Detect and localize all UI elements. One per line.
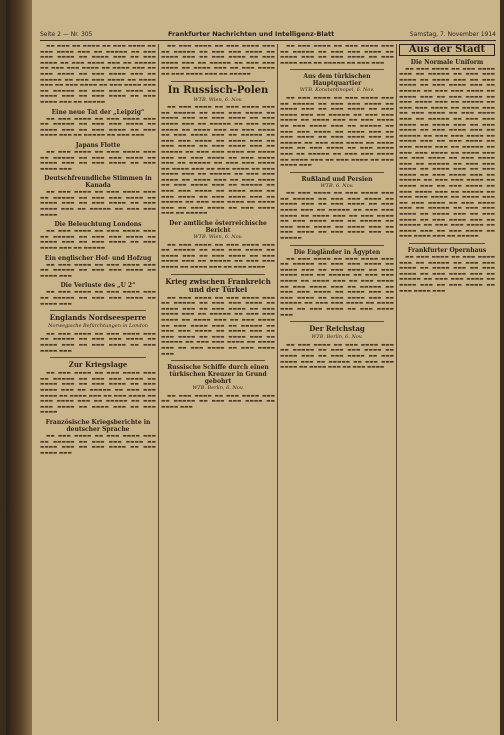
article-subheading: Norwegische Befürchtungen in London	[48, 323, 148, 330]
body-text: ▬▬ ▬▬▬ ▬▬▬▬ ▬▬ ▬▬▬ ▬▬▬▬ ▬▬▬ ▬▬ ▬▬▬▬▬ ▬▬ ▬▬▬ ▬▬▬ ▬▬▬▬ ▬▬ ▬▬▬▬ ▬▬▬ ▬▬ ▬▬▬ ▬▬▬▬ ▬▬ ▬▬▬ ▬▬▬▬ ▬▬▬ ▬▬ ▬▬▬▬▬ ▬▬ ▬▬▬ ▬▬▬ ▬▬▬▬ ▬▬ ▬▬▬▬ ▬▬▬ ▬▬ ▬▬▬ ▬▬▬▬ ▬▬ ▬▬▬ ▬▬▬▬ ▬▬▬ ▬▬ ▬▬▬▬▬ ▬▬ ▬▬▬ ▬▬▬ ▬▬▬▬ ▬▬ ▬▬▬▬ ▬▬▬ ▬▬ ▬▬▬ ▬▬▬▬	[40, 371, 156, 416]
divider	[290, 69, 384, 70]
divider	[171, 360, 265, 361]
body-text: ▬▬ ▬▬▬ ▬▬▬▬ ▬▬ ▬▬▬ ▬▬▬▬ ▬▬▬ ▬▬ ▬▬▬▬▬ ▬▬ ▬▬▬ ▬▬▬ ▬▬▬▬ ▬▬ ▬▬▬▬ ▬▬▬ ▬▬ ▬▬▬ ▬▬▬▬ ▬▬ ▬▬▬ ▬▬▬▬ ▬▬▬	[40, 433, 156, 456]
article-heading: Die Beleuchtung Londons	[54, 221, 142, 229]
article-heading: Ein englischer Hof- und Hofzug	[44, 254, 152, 262]
divider	[290, 321, 384, 322]
body-text: ▬▬ ▬▬▬ ▬▬ ▬▬▬▬ ▬▬ ▬▬▬ ▬▬▬▬ ▬▬ ▬▬▬ ▬▬▬▬ ▬▬▬ ▬▬ ▬▬▬▬▬ ▬▬ ▬▬▬ ▬▬▬ ▬▬▬▬ ▬▬ ▬▬▬▬ ▬▬▬ ▬▬ ▬▬▬ ▬▬▬▬ ▬▬ ▬▬▬ ▬▬▬▬ ▬▬▬ ▬▬ ▬▬▬▬▬ ▬▬ ▬▬▬ ▬▬▬ ▬▬▬▬ ▬▬ ▬▬▬▬ ▬▬▬ ▬▬ ▬▬▬ ▬▬▬▬ ▬▬ ▬▬▬ ▬▬▬▬ ▬▬▬ ▬▬ ▬▬▬▬▬ ▬▬ ▬▬▬ ▬▬▬ ▬▬▬▬ ▬▬ ▬▬▬▬ ▬▬▬ ▬▬ ▬▬▬ ▬▬▬▬ ▬▬ ▬▬▬ ▬▬▬▬ ▬▬▬ ▬▬ ▬▬▬▬▬ ▬▬ ▬▬▬ ▬▬▬ ▬▬▬▬ ▬▬ ▬▬▬▬ ▬▬▬ ▬▬ ▬▬▬ ▬▬▬▬ ▬▬ ▬▬▬ ▬▬▬▬ ▬▬▬ ▬▬ ▬▬▬▬▬	[40, 44, 156, 105]
column-rule	[158, 44, 159, 721]
article-heading: Die Verluste des „U 2“	[60, 282, 136, 290]
article-heading: Frankfurter Opernhaus	[407, 247, 487, 254]
article-heading: Russische Schiffe durch einen türkischen Kreuzer in Grund gebohrt	[167, 364, 269, 386]
body-text: ▬▬ ▬▬▬ ▬▬▬▬ ▬▬ ▬▬▬ ▬▬▬▬ ▬▬▬ ▬▬ ▬▬▬▬▬ ▬▬ ▬▬▬ ▬▬▬ ▬▬▬▬ ▬▬ ▬▬▬▬ ▬▬▬ ▬▬ ▬▬▬ ▬▬▬▬ ▬▬ ▬▬▬ ▬▬▬▬ ▬▬▬ ▬▬ ▬▬▬▬▬ ▬▬ ▬▬▬ ▬▬▬ ▬▬▬▬ ▬▬ ▬▬▬▬ ▬▬▬ ▬▬ ▬▬▬ ▬▬▬▬ ▬▬ ▬▬▬ ▬▬▬▬ ▬▬▬ ▬▬ ▬▬▬▬▬	[161, 44, 275, 77]
body-text: ▬▬ ▬▬▬ ▬▬▬▬ ▬▬ ▬▬▬ ▬▬▬▬ ▬▬▬ ▬▬ ▬▬▬▬▬ ▬▬ ▬▬▬ ▬▬▬ ▬▬▬▬ ▬▬ ▬▬▬▬ ▬▬▬ ▬▬ ▬▬▬ ▬▬▬▬ ▬▬ ▬▬▬ ▬▬▬▬ ▬▬▬ ▬▬ ▬▬▬▬▬ ▬▬ ▬▬▬ ▬▬▬ ▬▬▬▬ ▬▬ ▬▬▬▬ ▬▬▬ ▬▬ ▬▬▬ ▬▬▬▬ ▬▬ ▬▬▬ ▬▬▬▬ ▬▬▬ ▬▬ ▬▬▬▬▬ ▬▬ ▬▬▬ ▬▬▬ ▬▬▬▬ ▬▬ ▬▬▬▬ ▬▬▬ ▬▬ ▬▬▬ ▬▬▬▬ ▬▬ ▬▬▬ ▬▬▬▬ ▬▬▬ ▬▬ ▬▬▬▬▬ ▬▬ ▬▬▬ ▬▬▬ ▬▬▬▬ ▬▬ ▬▬▬▬ ▬▬▬ ▬▬ ▬▬▬ ▬▬▬▬ ▬▬ ▬▬▬ ▬▬▬▬ ▬▬▬ ▬▬ ▬▬▬▬▬ ▬▬ ▬▬▬ ▬▬▬ ▬▬▬▬ ▬▬ ▬▬▬▬ ▬▬▬ ▬▬ ▬▬▬ ▬▬▬▬ ▬▬ ▬▬▬ ▬▬▬▬ ▬▬▬	[280, 95, 394, 169]
header-title: Frankfurter Nachrichten und Intelligenz-Blatt	[168, 30, 335, 38]
body-text: ▬▬ ▬▬▬ ▬▬▬▬ ▬▬ ▬▬▬ ▬▬▬▬ ▬▬▬ ▬▬ ▬▬▬▬▬ ▬▬ ▬▬▬ ▬▬▬ ▬▬▬▬ ▬▬ ▬▬▬▬ ▬▬▬ ▬▬ ▬▬▬ ▬▬▬▬ ▬▬ ▬▬▬ ▬▬▬▬ ▬▬▬ ▬▬ ▬▬▬▬▬	[40, 229, 156, 252]
dateline: WTB. Wien, 6. Nov.	[193, 234, 243, 241]
header-date: Samstag, 7. November 1914	[409, 30, 496, 38]
column-rule	[277, 44, 278, 721]
dateline: WTB. Wien, 6. Nov.	[193, 96, 243, 103]
divider	[171, 81, 265, 82]
body-text: ▬▬ ▬▬▬ ▬▬▬▬ ▬▬ ▬▬▬ ▬▬▬▬ ▬▬▬ ▬▬ ▬▬▬▬▬ ▬▬ ▬▬▬ ▬▬▬ ▬▬▬▬ ▬▬ ▬▬▬▬ ▬▬▬ ▬▬ ▬▬▬ ▬▬▬▬ ▬▬ ▬▬▬ ▬▬▬▬ ▬▬▬ ▬▬ ▬▬▬▬▬ ▬▬ ▬▬▬ ▬▬▬ ▬▬▬▬ ▬▬ ▬▬▬▬ ▬▬▬ ▬▬ ▬▬▬ ▬▬▬▬ ▬▬ ▬▬▬ ▬▬▬▬ ▬▬▬	[399, 255, 495, 294]
dateline: WTB. Berlin, 6. Nov.	[192, 385, 244, 392]
section-title-box: Aus der Stadt	[399, 44, 495, 56]
body-text: ▬▬ ▬▬▬ ▬▬▬▬ ▬▬ ▬▬▬ ▬▬▬▬ ▬▬▬ ▬▬ ▬▬▬▬▬ ▬▬ ▬▬▬ ▬▬▬ ▬▬▬▬ ▬▬ ▬▬▬▬ ▬▬▬ ▬▬ ▬▬▬ ▬▬▬▬ ▬▬ ▬▬▬ ▬▬▬▬ ▬▬▬ ▬▬ ▬▬▬▬▬ ▬▬ ▬▬▬ ▬▬▬	[280, 44, 394, 66]
body-text: ▬▬ ▬▬▬ ▬▬▬▬ ▬▬ ▬▬▬ ▬▬▬▬ ▬▬▬ ▬▬ ▬▬▬▬▬ ▬▬ ▬▬▬ ▬▬▬ ▬▬▬▬ ▬▬ ▬▬▬▬ ▬▬▬ ▬▬ ▬▬▬ ▬▬▬▬ ▬▬ ▬▬▬ ▬▬▬▬ ▬▬▬ ▬▬ ▬▬▬▬▬ ▬▬ ▬▬▬ ▬▬▬ ▬▬▬▬ ▬▬ ▬▬▬▬ ▬▬▬ ▬▬ ▬▬▬ ▬▬▬▬ ▬▬ ▬▬▬ ▬▬▬▬ ▬▬▬ ▬▬ ▬▬▬▬▬ ▬▬ ▬▬▬ ▬▬▬ ▬▬▬▬ ▬▬ ▬▬▬▬ ▬▬▬ ▬▬ ▬▬▬ ▬▬▬▬ ▬▬ ▬▬▬ ▬▬▬▬ ▬▬▬ ▬▬ ▬▬▬▬▬ ▬▬ ▬▬▬ ▬▬▬ ▬▬▬▬ ▬▬ ▬▬▬▬ ▬▬▬ ▬▬ ▬▬▬ ▬▬▬▬ ▬▬ ▬▬▬ ▬▬▬▬ ▬▬▬ ▬▬ ▬▬▬▬▬ ▬▬ ▬▬▬ ▬▬▬ ▬▬▬▬ ▬▬ ▬▬▬▬ ▬▬▬ ▬▬ ▬▬▬ ▬▬▬▬ ▬▬ ▬▬▬ ▬▬▬▬ ▬▬▬ ▬▬ ▬▬▬▬▬ ▬▬ ▬▬▬ ▬▬▬ ▬▬▬▬ ▬▬ ▬▬▬▬ ▬▬▬ ▬▬ ▬▬▬ ▬▬▬▬ ▬▬ ▬▬▬ ▬▬▬▬ ▬▬▬ ▬▬ ▬▬▬▬▬ ▬▬ ▬▬▬ ▬▬▬ ▬▬▬▬ ▬▬ ▬▬▬▬ ▬▬▬ ▬▬ ▬▬▬ ▬▬▬▬ ▬▬ ▬▬▬ ▬▬▬▬ ▬▬▬ ▬▬ ▬▬▬▬▬ ▬▬ ▬▬▬ ▬▬▬ ▬▬▬▬ ▬▬ ▬▬▬▬ ▬▬▬ ▬▬ ▬▬▬ ▬▬▬▬ ▬▬ ▬▬▬ ▬▬▬▬ ▬▬▬ ▬▬ ▬▬▬▬▬ ▬▬ ▬▬▬ ▬▬▬ ▬▬▬▬ ▬▬ ▬▬▬▬ ▬▬▬ ▬▬ ▬▬▬ ▬▬▬▬ ▬▬ ▬▬▬ ▬▬▬▬ ▬▬▬ ▬▬ ▬▬▬▬▬ ▬▬ ▬▬▬ ▬▬▬ ▬▬▬▬ ▬▬ ▬▬▬▬ ▬▬▬ ▬▬ ▬▬▬ ▬▬▬▬ ▬▬ ▬▬▬ ▬▬▬▬ ▬▬▬ ▬▬ ▬▬▬▬▬ ▬▬ ▬▬▬ ▬▬▬ ▬▬▬▬ ▬▬ ▬▬▬▬ ▬▬▬ ▬▬ ▬▬▬ ▬▬▬▬ ▬▬ ▬▬▬ ▬▬▬▬ ▬▬▬ ▬▬ ▬▬▬▬▬	[399, 66, 495, 240]
newspaper-page	[6, 0, 500, 735]
divider	[290, 245, 384, 246]
article-heading: In Russisch-Polen	[167, 84, 269, 96]
article-heading: Aus dem türkischen Hauptquartier	[303, 73, 371, 88]
article-heading: Zur Kriegslage	[68, 360, 128, 370]
article-heading: Die Engländer in Ägypten	[293, 248, 381, 256]
divider	[409, 243, 485, 244]
column-rule	[396, 44, 397, 721]
body-text: ▬▬ ▬▬▬ ▬▬▬▬ ▬▬ ▬▬▬ ▬▬▬▬ ▬▬▬ ▬▬ ▬▬▬▬▬ ▬▬ ▬▬▬ ▬▬▬ ▬▬▬▬ ▬▬ ▬▬▬▬ ▬▬▬ ▬▬ ▬▬▬ ▬▬▬▬ ▬▬ ▬▬▬ ▬▬▬▬ ▬▬▬ ▬▬ ▬▬▬▬▬ ▬▬ ▬▬▬ ▬▬▬ ▬▬▬▬ ▬▬ ▬▬▬▬ ▬▬▬ ▬▬ ▬▬▬ ▬▬▬▬	[280, 342, 394, 371]
column-3	[280, 44, 394, 721]
article-heading: Japans Flotte	[75, 141, 121, 149]
article-heading: Die Normale Uniform	[410, 58, 484, 66]
dateline: WTB. 6. Nov.	[320, 182, 354, 189]
body-text: ▬▬ ▬▬▬ ▬▬▬▬ ▬▬ ▬▬▬ ▬▬▬▬ ▬▬▬ ▬▬ ▬▬▬▬▬ ▬▬ ▬▬▬ ▬▬▬ ▬▬▬▬ ▬▬ ▬▬▬▬ ▬▬▬ ▬▬ ▬▬▬ ▬▬▬▬ ▬▬ ▬▬▬ ▬▬▬▬ ▬▬▬	[40, 149, 156, 172]
book-gutter	[6, 0, 32, 735]
header-left: Seite 2 — Nr. 305	[40, 30, 93, 38]
body-text: ▬▬ ▬▬▬ ▬▬▬▬ ▬▬ ▬▬▬ ▬▬▬▬ ▬▬▬ ▬▬ ▬▬▬▬▬ ▬▬ ▬▬▬ ▬▬▬ ▬▬▬▬ ▬▬ ▬▬▬▬ ▬▬▬ ▬▬ ▬▬▬ ▬▬▬▬ ▬▬ ▬▬▬ ▬▬▬▬ ▬▬▬ ▬▬ ▬▬▬▬▬ ▬▬ ▬▬▬ ▬▬▬	[40, 116, 156, 139]
body-text: ▬▬ ▬▬▬ ▬▬▬▬ ▬▬ ▬▬▬ ▬▬▬▬ ▬▬▬ ▬▬ ▬▬▬▬▬ ▬▬ ▬▬▬ ▬▬▬ ▬▬▬▬ ▬▬ ▬▬▬▬ ▬▬▬ ▬▬ ▬▬▬ ▬▬▬▬ ▬▬ ▬▬▬ ▬▬▬▬ ▬▬▬ ▬▬ ▬▬▬▬▬ ▬▬ ▬▬▬ ▬▬▬ ▬▬▬▬ ▬▬ ▬▬▬▬ ▬▬▬ ▬▬ ▬▬▬ ▬▬▬▬ ▬▬ ▬▬▬ ▬▬▬▬ ▬▬▬ ▬▬ ▬▬▬▬▬ ▬▬ ▬▬▬ ▬▬▬ ▬▬▬▬ ▬▬ ▬▬▬▬ ▬▬▬ ▬▬ ▬▬▬ ▬▬▬▬ ▬▬ ▬▬▬ ▬▬▬▬ ▬▬▬ ▬▬ ▬▬▬▬▬ ▬▬ ▬▬▬ ▬▬▬ ▬▬▬▬ ▬▬ ▬▬▬▬ ▬▬▬ ▬▬ ▬▬▬ ▬▬▬▬ ▬▬ ▬▬▬ ▬▬▬▬ ▬▬▬ ▬▬ ▬▬▬▬▬ ▬▬ ▬▬▬ ▬▬▬ ▬▬▬▬ ▬▬ ▬▬▬▬ ▬▬▬ ▬▬ ▬▬▬ ▬▬▬▬ ▬▬ ▬▬▬ ▬▬▬▬ ▬▬▬ ▬▬ ▬▬▬▬▬ ▬▬ ▬▬▬ ▬▬▬ ▬▬▬▬ ▬▬ ▬▬▬▬ ▬▬▬ ▬▬ ▬▬▬ ▬▬▬▬ ▬▬ ▬▬▬ ▬▬▬▬ ▬▬▬ ▬▬ ▬▬▬▬▬ ▬▬ ▬▬▬ ▬▬▬ ▬▬▬▬ ▬▬ ▬▬▬▬ ▬▬▬ ▬▬ ▬▬▬ ▬▬▬▬ ▬▬ ▬▬▬ ▬▬▬▬ ▬▬▬ ▬▬ ▬▬▬▬▬ ▬▬ ▬▬▬ ▬▬▬ ▬▬▬▬ ▬▬ ▬▬▬▬ ▬▬▬ ▬▬ ▬▬▬ ▬▬▬▬ ▬▬ ▬▬▬ ▬▬▬▬ ▬▬▬ ▬▬ ▬▬▬▬▬	[161, 105, 275, 217]
dateline: WTB. Konstantinopel, 6. Nov.	[299, 87, 375, 94]
article-heading: Der Reichstag	[309, 324, 365, 334]
column-4	[399, 44, 495, 721]
page-header	[40, 28, 496, 41]
divider	[50, 310, 146, 311]
article-heading: Krieg zwischen Frankreich und der Türkei	[165, 276, 271, 294]
column-1	[40, 44, 156, 721]
article-heading: Der amtliche österreichische Bericht	[169, 220, 267, 235]
divider	[171, 274, 265, 275]
body-text: ▬▬ ▬▬▬ ▬▬▬▬ ▬▬ ▬▬▬ ▬▬▬▬ ▬▬▬ ▬▬ ▬▬▬▬▬ ▬▬ ▬▬▬ ▬▬▬ ▬▬▬▬ ▬▬ ▬▬▬▬ ▬▬▬ ▬▬ ▬▬▬ ▬▬▬▬ ▬▬ ▬▬▬ ▬▬▬▬ ▬▬▬ ▬▬ ▬▬▬▬▬ ▬▬ ▬▬▬ ▬▬▬ ▬▬▬▬	[40, 190, 156, 218]
body-text: ▬▬ ▬▬▬ ▬▬▬▬ ▬▬ ▬▬▬ ▬▬▬▬ ▬▬▬ ▬▬ ▬▬▬▬▬ ▬▬ ▬▬▬ ▬▬▬ ▬▬▬▬ ▬▬ ▬▬▬▬ ▬▬▬	[40, 290, 156, 307]
body-text: ▬▬ ▬▬▬ ▬▬▬▬ ▬▬ ▬▬▬ ▬▬▬▬ ▬▬▬ ▬▬ ▬▬▬▬▬ ▬▬ ▬▬▬ ▬▬▬ ▬▬▬▬ ▬▬ ▬▬▬▬ ▬▬▬ ▬▬ ▬▬▬ ▬▬▬▬ ▬▬ ▬▬▬ ▬▬▬▬ ▬▬▬ ▬▬ ▬▬▬▬▬ ▬▬ ▬▬▬ ▬▬▬ ▬▬▬▬ ▬▬ ▬▬▬▬ ▬▬▬ ▬▬ ▬▬▬ ▬▬▬▬	[161, 242, 275, 270]
article-heading: Englands Nordseesperre	[49, 313, 147, 323]
divider	[290, 172, 384, 173]
divider	[50, 357, 146, 358]
article-heading: Deutschfreundliche Stimmen in Kanada	[44, 175, 152, 190]
body-text: ▬▬ ▬▬▬ ▬▬▬▬ ▬▬ ▬▬▬ ▬▬▬▬ ▬▬▬ ▬▬ ▬▬▬▬▬ ▬▬ ▬▬▬ ▬▬▬ ▬▬▬▬ ▬▬ ▬▬▬▬ ▬▬▬ ▬▬ ▬▬▬ ▬▬▬▬ ▬▬ ▬▬▬ ▬▬▬▬ ▬▬▬ ▬▬ ▬▬▬▬▬ ▬▬ ▬▬▬ ▬▬▬ ▬▬▬▬ ▬▬ ▬▬▬▬ ▬▬▬ ▬▬ ▬▬▬ ▬▬▬▬ ▬▬ ▬▬▬ ▬▬▬▬ ▬▬▬ ▬▬ ▬▬▬▬▬ ▬▬ ▬▬▬ ▬▬▬ ▬▬▬▬ ▬▬ ▬▬▬▬ ▬▬▬ ▬▬ ▬▬▬ ▬▬▬▬ ▬▬ ▬▬▬ ▬▬▬▬ ▬▬▬ ▬▬ ▬▬▬▬▬	[280, 191, 394, 242]
article-heading: Rußland und Persien	[301, 175, 373, 183]
body-text: ▬▬ ▬▬▬ ▬▬▬▬ ▬▬ ▬▬▬ ▬▬▬▬ ▬▬▬ ▬▬ ▬▬▬▬▬ ▬▬ ▬▬▬ ▬▬▬ ▬▬▬▬ ▬▬ ▬▬▬▬ ▬▬▬ ▬▬ ▬▬▬ ▬▬▬▬ ▬▬ ▬▬▬ ▬▬▬▬ ▬▬▬	[40, 331, 156, 354]
body-text: ▬▬ ▬▬▬ ▬▬▬▬ ▬▬ ▬▬▬ ▬▬▬▬ ▬▬▬ ▬▬ ▬▬▬▬▬ ▬▬ ▬▬▬ ▬▬▬ ▬▬▬▬ ▬▬ ▬▬▬▬ ▬▬▬	[161, 393, 275, 410]
body-text: ▬▬ ▬▬▬ ▬▬▬▬ ▬▬ ▬▬▬ ▬▬▬▬ ▬▬▬ ▬▬ ▬▬▬▬▬ ▬▬ ▬▬▬ ▬▬▬ ▬▬▬▬ ▬▬ ▬▬▬▬ ▬▬▬ ▬▬ ▬▬▬ ▬▬▬▬ ▬▬ ▬▬▬ ▬▬▬▬ ▬▬▬ ▬▬ ▬▬▬▬▬ ▬▬ ▬▬▬ ▬▬▬ ▬▬▬▬ ▬▬ ▬▬▬▬ ▬▬▬ ▬▬ ▬▬▬ ▬▬▬▬ ▬▬ ▬▬▬ ▬▬▬▬ ▬▬▬ ▬▬ ▬▬▬▬▬ ▬▬ ▬▬▬ ▬▬▬ ▬▬▬▬ ▬▬ ▬▬▬▬ ▬▬▬ ▬▬ ▬▬▬ ▬▬▬▬ ▬▬ ▬▬▬ ▬▬▬▬ ▬▬▬ ▬▬ ▬▬▬▬▬ ▬▬ ▬▬▬ ▬▬▬ ▬▬▬▬ ▬▬ ▬▬▬▬ ▬▬▬ ▬▬ ▬▬▬ ▬▬▬▬ ▬▬ ▬▬▬ ▬▬▬▬ ▬▬▬	[280, 256, 394, 318]
column-2	[161, 44, 275, 721]
body-text: ▬▬ ▬▬▬ ▬▬▬▬ ▬▬ ▬▬▬ ▬▬▬▬ ▬▬▬ ▬▬ ▬▬▬▬▬ ▬▬ ▬▬▬ ▬▬▬ ▬▬▬▬ ▬▬ ▬▬▬▬ ▬▬▬	[40, 262, 156, 279]
dateline: WTB. Berlin, 6. Nov.	[311, 334, 363, 341]
body-text: ▬▬ ▬▬▬ ▬▬▬▬ ▬▬ ▬▬▬ ▬▬▬▬ ▬▬▬ ▬▬ ▬▬▬▬▬ ▬▬ ▬▬▬ ▬▬▬ ▬▬▬▬ ▬▬ ▬▬▬▬ ▬▬▬ ▬▬ ▬▬▬ ▬▬▬▬ ▬▬ ▬▬▬ ▬▬▬▬ ▬▬▬ ▬▬ ▬▬▬▬▬ ▬▬ ▬▬▬ ▬▬▬ ▬▬▬▬ ▬▬ ▬▬▬▬ ▬▬▬ ▬▬ ▬▬▬ ▬▬▬▬ ▬▬ ▬▬▬ ▬▬▬▬ ▬▬▬ ▬▬ ▬▬▬▬▬ ▬▬ ▬▬▬ ▬▬▬ ▬▬▬▬ ▬▬ ▬▬▬▬ ▬▬▬ ▬▬ ▬▬▬ ▬▬▬▬ ▬▬ ▬▬▬ ▬▬▬▬ ▬▬▬ ▬▬ ▬▬▬▬▬ ▬▬ ▬▬▬ ▬▬▬ ▬▬▬▬ ▬▬ ▬▬▬▬ ▬▬▬ ▬▬ ▬▬▬ ▬▬▬▬ ▬▬ ▬▬▬ ▬▬▬▬ ▬▬▬	[161, 295, 275, 357]
article-heading: Eine neue Tat der „Leipzig“	[51, 108, 145, 116]
article-heading: Französische Kriegsberichte in deutscher Sprache	[45, 418, 151, 433]
